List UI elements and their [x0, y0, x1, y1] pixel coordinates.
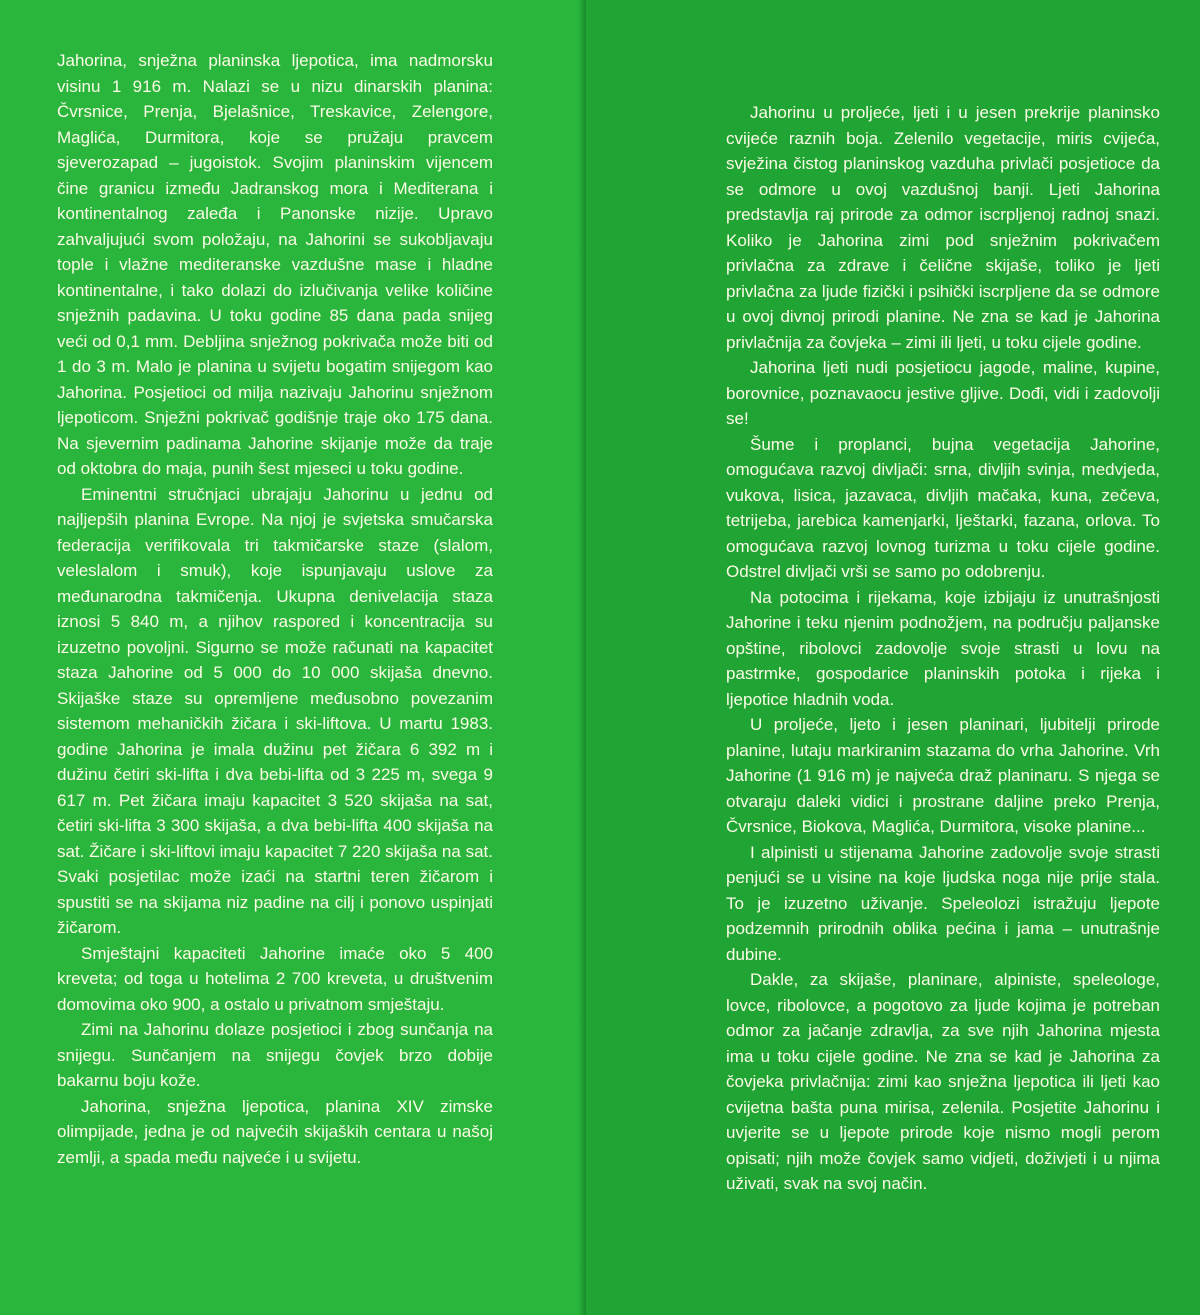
left-paragraph-5: Jahorina, snježna ljepotica, planina XIV zimske olimpijade, jedna je od najvećih skijaških centara u našoj zemlji, a spada među najveće i u svijetu.	[57, 1096, 493, 1167]
right-paragraph-5: U proljeće, ljeto i jesen planinari, ljubitelji prirode planine, lutaju markiranim stazama do vrha Jahorine. Vrh Jahorine (1 916 m) je najveća draž planinaru. S njega se otvaraju daleki vidici i prostrane daljine preko Prenja, Čvrsnice, Biokova, Maglića, Durmitora, visoke planine...	[726, 715, 1160, 836]
left-paragraph-2: Eminentni stručnjaci ubrajaju Jahorinu u jednu od najljepših planina Evrope. Na njoj je svjetska smučarska federacija verifikovala tri takmičarske staze (slalom, veleslalom i smuk), koje ispunjavaju uslove za međunarodna takmičenja. Ukupna denivelacija staza iznosi 5 840 m, a njihov raspored i koncentracija su izuzetno povoljni. Sigurno se može računati na kapacitet staza Jahorine od 5 000 do 10 000 skijaša dnevno. Skijaške staze su opremljene međusobno povezanim sistemom mehaničkih žičara i ski-liftova. U martu 1983. godine Jahorina je imala dužinu pet žičara 6 392 m i dužinu četiri ski-lifta i dva bebi-lifta od 3 225 m, svega 9 617 m. Pet žičara imaju kapacitet 3 520 skijaša na sat, četiri ski-lifta 3 300 skijaša, a dva bebi-lifta 400 skijaša na sat. Žičare i ski-liftovi imaju kapacitet 7 220 skijaša na sat. Svaki posjetilac može izaći na startni teren žičarom i spustiti se na skijama niz padine na cilj i ponovo uspinjati žičarom.	[57, 484, 493, 937]
right-page	[586, 0, 1200, 1315]
left-page	[0, 0, 586, 1315]
right-paragraph-6: I alpinisti u stijenama Jahorine zadovolje svoje strasti penjući se u visine na koje ljudska noga nije prije stala. To je izuzetno uživanje. Speleolozi istražuju ljepote podzemnih prirodnih oblika pećina i jama – unutrašnje dubine.	[726, 842, 1160, 964]
left-paragraph-3: Smještajni kapaciteti Jahorine imaće oko 5 400 kreveta; od toga u hotelima 2 700 kreveta, u društvenim domovima oko 900, a ostalo u privatnom smještaju.	[57, 943, 493, 1014]
right-paragraph-3: Šume i proplanci, bujna vegetacija Jahorine, omogućava razvoj divljači: srna, divljih svinja, medvjeda, vukova, lisica, jazavaca, divljih mačaka, kuna, zečeva, tetrijeba, jarebica kamenjarki, lještarki, fazana, orlova. To omogućava razvoj lovnog turizma u toku cijele godine. Odstrel divljači vrši se samo po odobrenju.	[726, 434, 1160, 581]
right-paragraph-2: Jahorina ljeti nudi posjetiocu jagode, maline, kupine, borovnice, poznavaocu jestive gljive. Dođi, vidi i zadovolji se!	[726, 358, 1160, 428]
left-paragraph-1: Jahorina, snježna planinska ljepotica, ima nadmorsku visinu 1 916 m. Nalazi se u nizu dinarskih planina: Čvrsnice, Prenja, Bjelašnice, Treskavice, Zelengore, Maglića, Durmitora, koje se pružaju pravcem sjeverozapad – jugoistok. Svojim planinskim vijencem čine granicu između Jadranskog mora i Mediterana i kontinentalnog zaleđa i Panonske nizije. Upravo zahvaljujući svom položaju, na Jahorini se sukobljavaju tople i vlažne mediteranske vazdušne mase i hladne kontinentalne, i tako dolazi do izlučivanja velike količine snježnih padavina. U toku godine 85 dana pada snijeg veći od 0,1 mm. Debljina snježnog pokrivača može biti od 1 do 3 m. Malo je planina u svijetu bogatim snijegom kao Jahorina. Posjetioci od milja nazivaju Jahorinu snježnom ljepoticom. Snježni pokrivač godišnje traje oko 175 dana. Na sjevernim padinama Jahorine skijanje može da traje od oktobra do maja, punih šest mjeseci u toku godine.	[57, 51, 493, 478]
right-paragraph-7: Dakle, za skijaše, planinare, alpiniste, speleologe, lovce, ribolovce, a pogotovo za ljude kojima je potreban odmor za jačanje zdravlja, za sve njih Jahorina mjesta ima u toku cijele godine. Ne zna se kad je Jahorina za čovjeka privlačnija: zimi kao snježna ljepotica ili ljeti kao cvijetna bašta puna mirisa, zelenila. Posjetite Jahorinu i uvjerite se u ljepote prirode koje nismo mogli perom opisati; njih može čovjek samo vidjeti, doživjeti i u njima uživati, svak na svoj način.	[726, 970, 1160, 1193]
left-text-column	[57, 48, 493, 1170]
right-paragraph-1: Jahorinu u proljeće, ljeti i u jesen prekrije planinsko cvijeće raznih boja. Zelenilo vegetacije, miris cvijeća, svježina čistog planinskog vazduha privlači posjetioce da se odmore u ovoj vazdušnoj banji. Ljeti Jahorina predstavlja raj prirode za odmor iscrpljenoj radnoj snazi. Koliko je Jahorina zimi pod snježnim pokrivačem privlačna za zdrave i čelične skijaše, toliko je ljeti privlačna za ljude fizički i psihički iscrpljene da se odmore u ovoj divnoj prirodi planine. Ne zna se kad je Jahorina privlačnija za čovjeka – zimi ili ljeti, u toku cijele godine.	[726, 103, 1160, 352]
right-paragraph-4: Na potocima i rijekama, koje izbijaju iz unutrašnjosti Jahorine i teku njenim podnožjem, na području paljanske opštine, ribolovci zadovolje svoje strasti u lovu na pastrmke, gospodarice planinskih potoka i rijeka i ljepotice hladnih voda.	[726, 587, 1160, 709]
left-paragraph-4: Zimi na Jahorinu dolaze posjetioci i zbog sunčanja na snijegu. Sunčanjem na snijegu čovjek brzo dobije bakarnu boju kože.	[57, 1020, 493, 1090]
right-text-column	[726, 100, 1160, 1197]
